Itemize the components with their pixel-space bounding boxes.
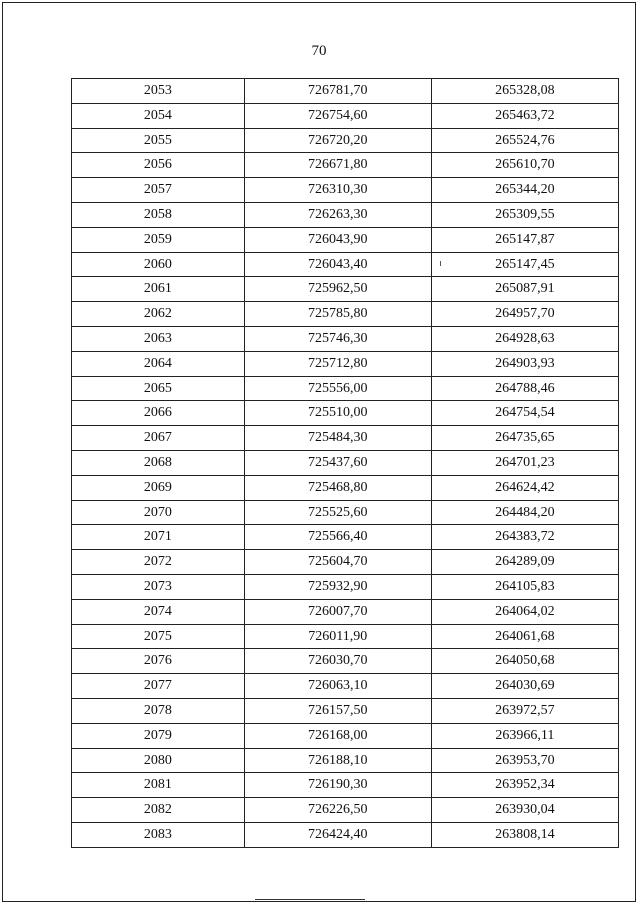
y-coordinate-cell: 265328,08: [431, 79, 618, 104]
point-number-cell: 2055: [72, 128, 245, 153]
point-number-cell: 2082: [72, 798, 245, 823]
y-coordinate-cell: 264928,63: [431, 326, 618, 351]
table-row: [72, 202, 619, 227]
point-number-cell: 2078: [72, 698, 245, 723]
y-coordinate-cell: 265147,87: [431, 227, 618, 252]
table-row: [72, 128, 619, 153]
x-coordinate-cell: 725604,70: [244, 550, 431, 575]
y-coordinate-cell: 263930,04: [431, 798, 618, 823]
point-number-cell: 2066: [72, 401, 245, 426]
x-coordinate-cell: 726011,90: [244, 624, 431, 649]
y-coordinate-cell: 264754,54: [431, 401, 618, 426]
table-row: [72, 500, 619, 525]
x-coordinate-cell: 726671,80: [244, 153, 431, 178]
x-coordinate-cell: 726190,30: [244, 773, 431, 798]
y-coordinate-cell: 263952,34: [431, 773, 618, 798]
y-coordinate-cell: 265147,45: [431, 252, 618, 277]
point-number-cell: 2059: [72, 227, 245, 252]
point-number-cell: 2068: [72, 450, 245, 475]
y-coordinate-cell: 264030,69: [431, 674, 618, 699]
y-coordinate-cell: 265309,55: [431, 202, 618, 227]
x-coordinate-cell: 726157,50: [244, 698, 431, 723]
point-number-cell: 2060: [72, 252, 245, 277]
point-number-cell: 2063: [72, 326, 245, 351]
x-coordinate-cell: 726043,40: [244, 252, 431, 277]
y-coordinate-cell: 263953,70: [431, 748, 618, 773]
y-coordinate-cell: 264289,09: [431, 550, 618, 575]
point-number-cell: 2062: [72, 302, 245, 327]
y-coordinate-cell: 264624,42: [431, 475, 618, 500]
x-coordinate-cell: 726043,90: [244, 227, 431, 252]
table-row: [72, 773, 619, 798]
table-row: [72, 376, 619, 401]
table-row: [72, 674, 619, 699]
y-coordinate-cell: 264903,93: [431, 351, 618, 376]
point-number-cell: 2075: [72, 624, 245, 649]
x-coordinate-cell: 726063,10: [244, 674, 431, 699]
y-coordinate-cell: 263966,11: [431, 723, 618, 748]
point-number-cell: 2054: [72, 103, 245, 128]
point-number-cell: 2074: [72, 599, 245, 624]
point-number-cell: 2057: [72, 178, 245, 203]
page-number: 70: [311, 43, 327, 59]
x-coordinate-cell: 726168,00: [244, 723, 431, 748]
point-number-cell: 2077: [72, 674, 245, 699]
table-row: [72, 599, 619, 624]
table-row: [72, 450, 619, 475]
table-row: [72, 525, 619, 550]
coordinates-table: [71, 78, 619, 848]
y-coordinate-cell: 265087,91: [431, 277, 618, 302]
x-coordinate-cell: 725566,40: [244, 525, 431, 550]
y-coordinate-cell: 265610,70: [431, 153, 618, 178]
table-row: [72, 723, 619, 748]
table-row: [72, 624, 619, 649]
x-coordinate-cell: 726263,30: [244, 202, 431, 227]
table-row: [72, 351, 619, 376]
x-coordinate-cell: 725525,60: [244, 500, 431, 525]
point-number-cell: 2053: [72, 79, 245, 104]
x-coordinate-cell: 725510,00: [244, 401, 431, 426]
x-coordinate-cell: 725556,00: [244, 376, 431, 401]
table-row: [72, 277, 619, 302]
table-row: [72, 326, 619, 351]
x-coordinate-cell: 725746,30: [244, 326, 431, 351]
point-number-cell: 2069: [72, 475, 245, 500]
y-coordinate-cell: 264064,02: [431, 599, 618, 624]
table-row: [72, 153, 619, 178]
point-number-cell: 2065: [72, 376, 245, 401]
table-row: [72, 822, 619, 847]
coordinates-table-body: [72, 79, 619, 848]
x-coordinate-cell: 726226,50: [244, 798, 431, 823]
scan-artifact-mark: [440, 261, 441, 266]
x-coordinate-cell: 726720,20: [244, 128, 431, 153]
y-coordinate-cell: 263808,14: [431, 822, 618, 847]
table-row: [72, 103, 619, 128]
point-number-cell: 2072: [72, 550, 245, 575]
x-coordinate-cell: 725484,30: [244, 426, 431, 451]
y-coordinate-cell: 264105,83: [431, 574, 618, 599]
x-coordinate-cell: 725962,50: [244, 277, 431, 302]
table-row: [72, 401, 619, 426]
point-number-cell: 2073: [72, 574, 245, 599]
point-number-cell: 2083: [72, 822, 245, 847]
y-coordinate-cell: 264383,72: [431, 525, 618, 550]
point-number-cell: 2067: [72, 426, 245, 451]
point-number-cell: 2076: [72, 649, 245, 674]
y-coordinate-cell: 264957,70: [431, 302, 618, 327]
y-coordinate-cell: 264484,20: [431, 500, 618, 525]
point-number-cell: 2080: [72, 748, 245, 773]
scan-edge-line: [255, 899, 365, 900]
table-row: [72, 426, 619, 451]
y-coordinate-cell: 265344,20: [431, 178, 618, 203]
y-coordinate-cell: 265463,72: [431, 103, 618, 128]
y-coordinate-cell: 265524,76: [431, 128, 618, 153]
table-row: [72, 798, 619, 823]
table-row: [72, 79, 619, 104]
y-coordinate-cell: 263972,57: [431, 698, 618, 723]
table-row: [72, 178, 619, 203]
x-coordinate-cell: 726310,30: [244, 178, 431, 203]
table-row: [72, 252, 619, 277]
point-number-cell: 2071: [72, 525, 245, 550]
table-row: [72, 698, 619, 723]
table-row: [72, 475, 619, 500]
x-coordinate-cell: 726424,40: [244, 822, 431, 847]
x-coordinate-cell: 726030,70: [244, 649, 431, 674]
point-number-cell: 2061: [72, 277, 245, 302]
x-coordinate-cell: 725785,80: [244, 302, 431, 327]
table-row: [72, 227, 619, 252]
y-coordinate-cell: 264701,23: [431, 450, 618, 475]
table-row: [72, 574, 619, 599]
y-coordinate-cell: 264735,65: [431, 426, 618, 451]
x-coordinate-cell: 725437,60: [244, 450, 431, 475]
x-coordinate-cell: 726754,60: [244, 103, 431, 128]
y-coordinate-cell: 264788,46: [431, 376, 618, 401]
y-coordinate-cell: 264050,68: [431, 649, 618, 674]
table-row: [72, 748, 619, 773]
point-number-cell: 2056: [72, 153, 245, 178]
x-coordinate-cell: 725932,90: [244, 574, 431, 599]
point-number-cell: 2058: [72, 202, 245, 227]
point-number-cell: 2070: [72, 500, 245, 525]
table-row: [72, 649, 619, 674]
x-coordinate-cell: 726188,10: [244, 748, 431, 773]
x-coordinate-cell: 725712,80: [244, 351, 431, 376]
x-coordinate-cell: 725468,80: [244, 475, 431, 500]
x-coordinate-cell: 726007,70: [244, 599, 431, 624]
table-row: [72, 302, 619, 327]
y-coordinate-cell: 264061,68: [431, 624, 618, 649]
point-number-cell: 2064: [72, 351, 245, 376]
x-coordinate-cell: 726781,70: [244, 79, 431, 104]
table-row: [72, 550, 619, 575]
point-number-cell: 2079: [72, 723, 245, 748]
document-page: [2, 2, 636, 902]
point-number-cell: 2081: [72, 773, 245, 798]
